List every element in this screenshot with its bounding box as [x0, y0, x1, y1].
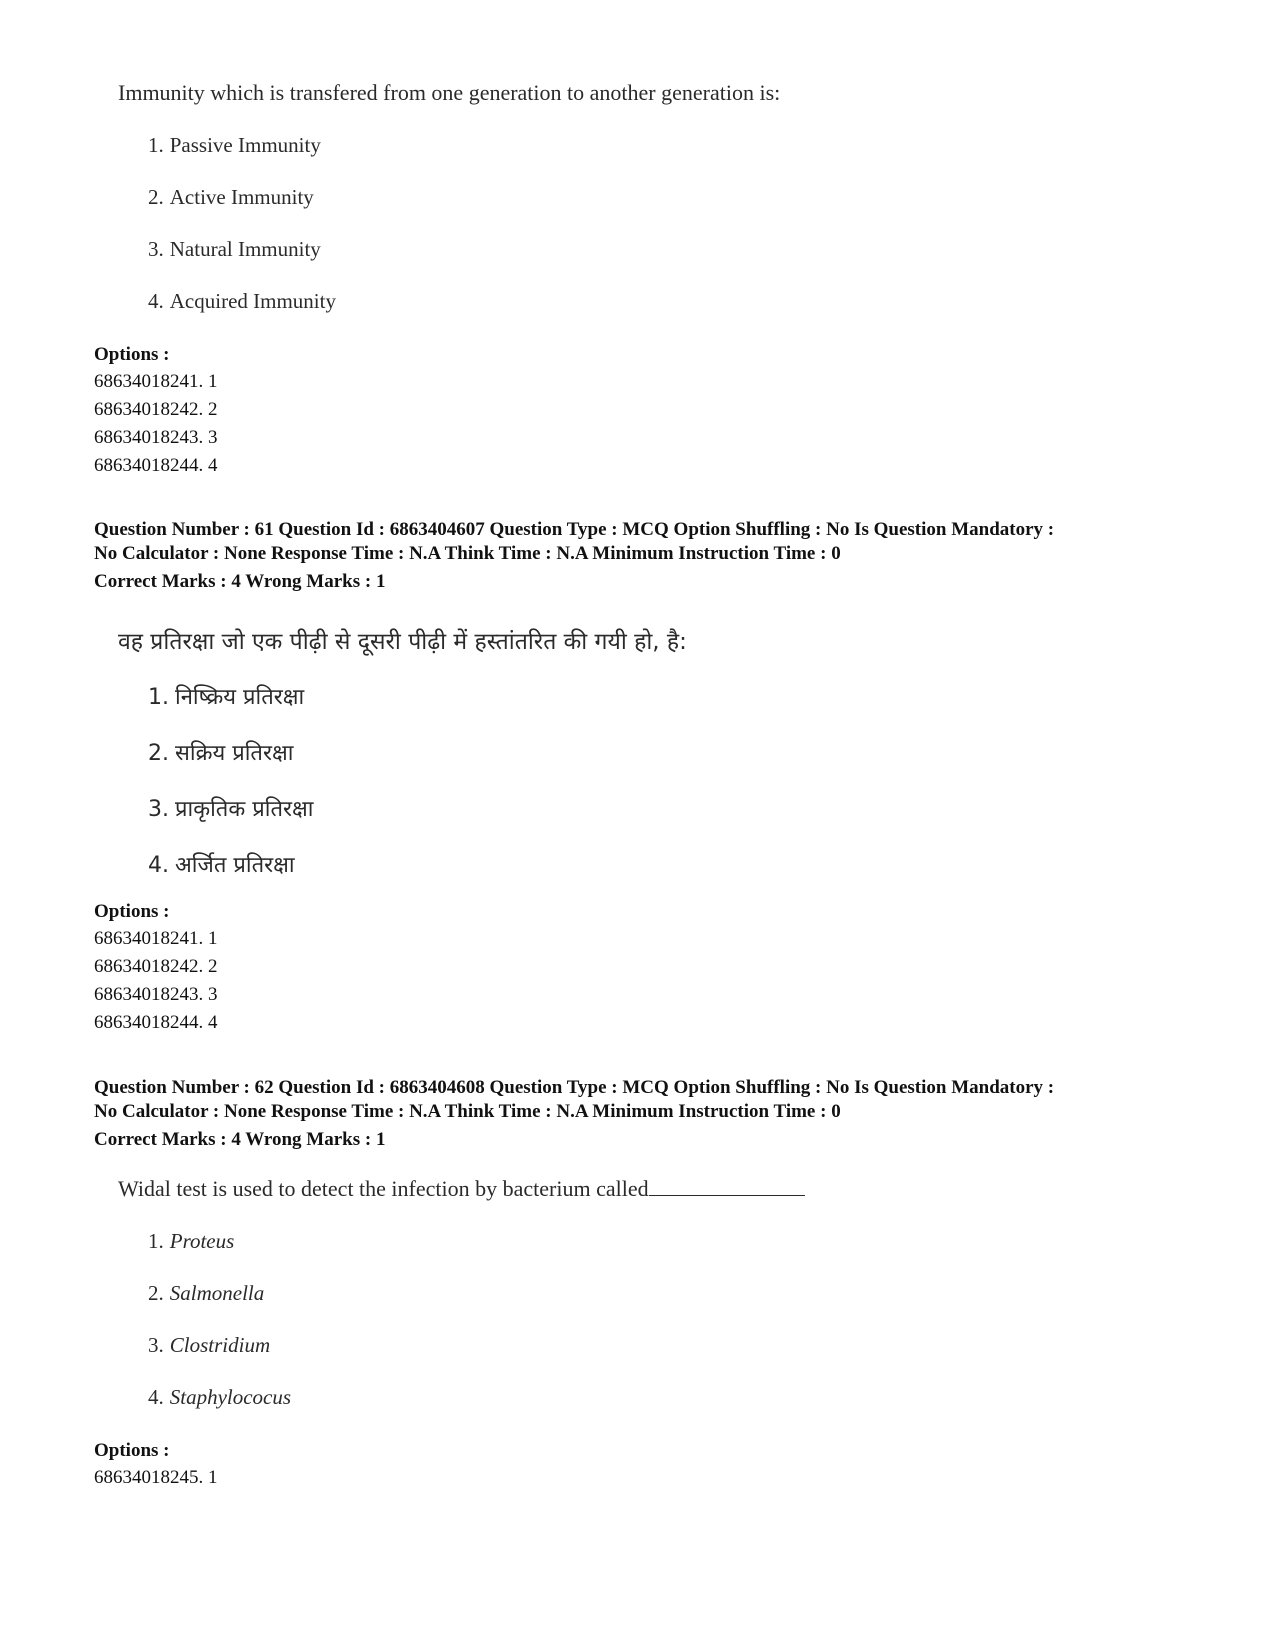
options-label: Options :: [94, 901, 170, 922]
choice-text: Salmonella: [169, 1281, 265, 1305]
choice-text: Natural Immunity: [169, 237, 321, 261]
choice-number: 2.: [148, 185, 164, 209]
question-stem-english-immunity: Immunity which is transfered from one generation to another generation is:: [118, 80, 781, 105]
choice-item: [148, 289, 336, 314]
choice-item: [148, 1281, 264, 1306]
choice-number: 1.: [148, 685, 169, 710]
choice-number: 3.: [148, 797, 169, 822]
choice-number: 2.: [148, 741, 169, 766]
choice-number: 3.: [148, 1333, 164, 1357]
option-id-line: 68634018245. 1: [94, 1467, 218, 1488]
choice-text: Clostridium: [169, 1333, 271, 1357]
choice-item: [148, 1229, 234, 1254]
options-label: Options :: [94, 344, 170, 365]
choice-text: अर्जित प्रतिरक्षा: [175, 853, 295, 878]
choice-item: [148, 185, 314, 210]
option-id-line: 68634018242. 2: [94, 399, 218, 420]
question-meta-line-2: No Calculator : None Response Time : N.A Think Time : N.A Minimum Instruction Time : 0: [94, 1101, 841, 1122]
answer-blank-line: [649, 1177, 805, 1196]
choice-number: 4.: [148, 1385, 164, 1409]
choice-number: 1.: [148, 133, 164, 157]
options-label: Options :: [94, 1440, 170, 1461]
question-marks-line: Correct Marks : 4 Wrong Marks : 1: [94, 1129, 386, 1150]
choice-item: [148, 237, 321, 262]
choice-text: Proteus: [169, 1229, 235, 1253]
option-id-line: 68634018243. 3: [94, 984, 218, 1005]
choice-item: [148, 793, 313, 823]
question-stem-hindi: वह प्रतिरक्षा जो एक पीढ़ी से दूसरी पीढ़ी में हस्तांतरित की गयी हो, है:: [118, 629, 687, 655]
choice-text: सक्रिय प्रतिरक्षा: [175, 741, 294, 766]
choice-text: Staphylococus: [169, 1385, 292, 1409]
option-id-line: 68634018244. 4: [94, 455, 218, 476]
option-id-line: 68634018241. 1: [94, 371, 218, 392]
choice-item: [148, 133, 321, 158]
question-meta-line-2: No Calculator : None Response Time : N.A Think Time : N.A Minimum Instruction Time : 0: [94, 543, 841, 564]
choice-item: [148, 849, 295, 879]
choice-item: [148, 681, 304, 711]
option-id-line: 68634018242. 2: [94, 956, 218, 977]
option-id-line: 68634018241. 1: [94, 928, 218, 949]
option-id-line: 68634018244. 4: [94, 1012, 218, 1033]
choice-number: 2.: [148, 1281, 164, 1305]
question-meta-line-1: Question Number : 62 Question Id : 6863404608 Question Type : MCQ Option Shuffling : No Is Question Mandatory :: [94, 1077, 1055, 1098]
question-stem-text: Widal test is used to detect the infection by bacterium called: [118, 1176, 649, 1201]
choice-number: 4.: [148, 853, 169, 878]
choice-number: 1.: [148, 1229, 164, 1253]
choice-item: [148, 1385, 291, 1410]
choice-text: Acquired Immunity: [169, 289, 336, 313]
question-meta-line-1: Question Number : 61 Question Id : 6863404607 Question Type : MCQ Option Shuffling : No Is Question Mandatory :: [94, 519, 1055, 540]
choice-item: [148, 737, 293, 767]
choice-number: 3.: [148, 237, 164, 261]
choice-text: Active Immunity: [169, 185, 314, 209]
choice-item: [148, 1333, 270, 1358]
choice-text: प्राकृतिक प्रतिरक्षा: [175, 797, 314, 822]
question-marks-line: Correct Marks : 4 Wrong Marks : 1: [94, 571, 386, 592]
choice-number: 4.: [148, 289, 164, 313]
choice-text: Passive Immunity: [169, 133, 321, 157]
option-id-line: 68634018243. 3: [94, 427, 218, 448]
choice-text: निष्क्रिय प्रतिरक्षा: [175, 685, 305, 710]
question-stem-english-widal: [118, 1176, 805, 1202]
